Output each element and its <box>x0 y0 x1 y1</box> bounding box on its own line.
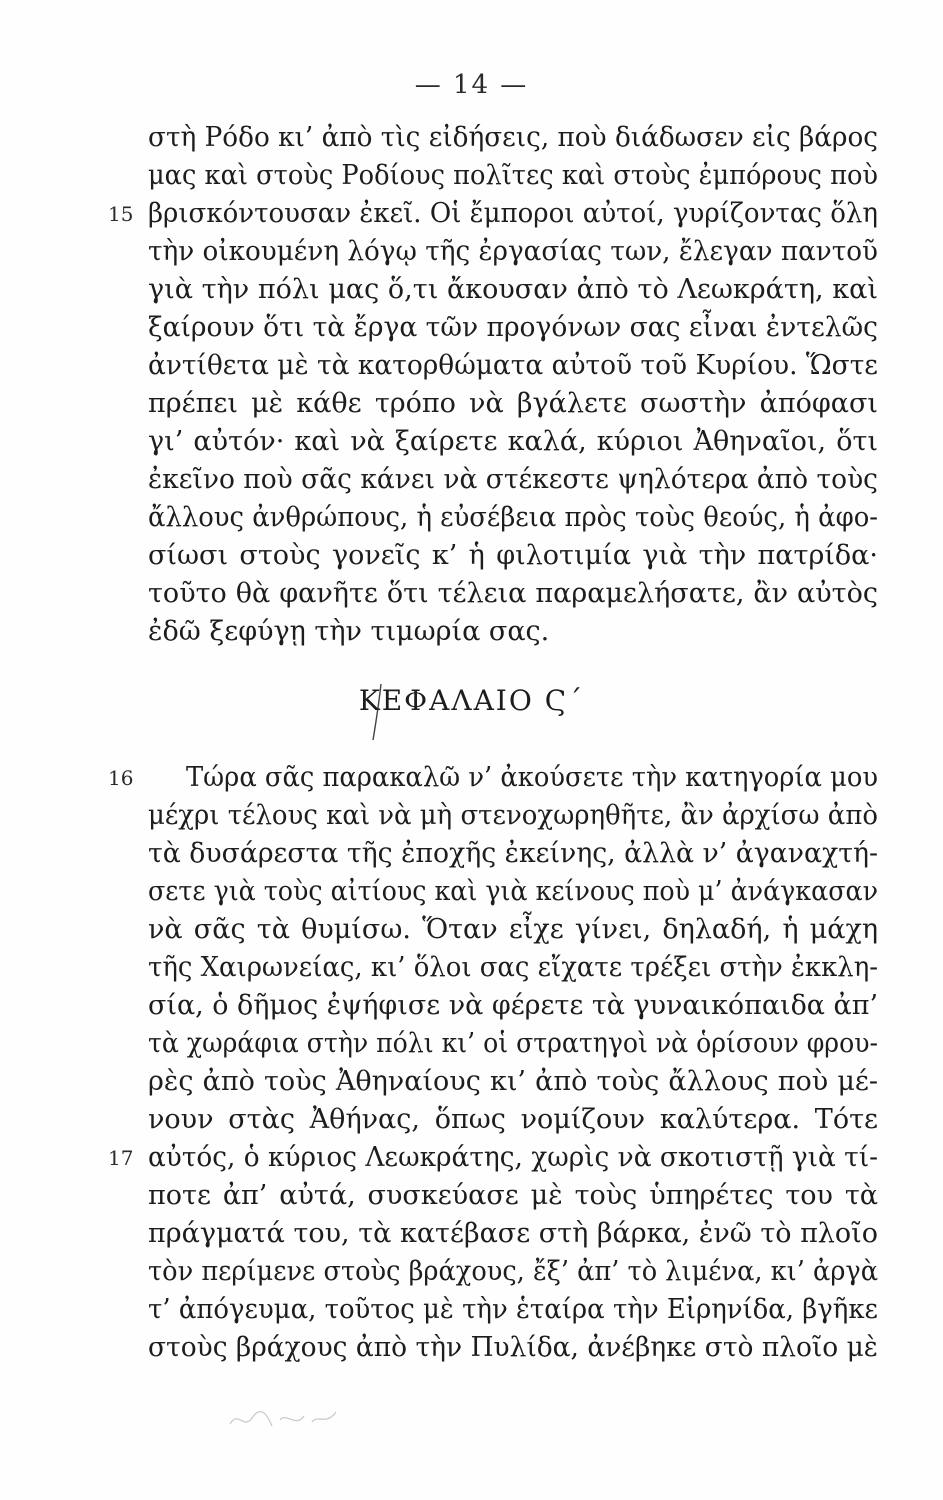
text-line <box>148 233 878 271</box>
margin-line-number: 15 <box>108 202 134 226</box>
line-text: γι’ αὐτόν· καὶ νὰ ξαίρετε καλά, κύριοι Ἀθηναῖοι, ὅτι <box>148 426 878 457</box>
line-text: τοῦτο θὰ φανῆτε ὅτι τέλεια παραμελήσατε, ἂν αὐτὸς <box>148 578 878 609</box>
line-text: νουν στὰς Ἀθήνας, ὅπως νομίζουν καλύτερα. Τότε <box>148 1104 878 1135</box>
margin-line-number: 16 <box>108 766 134 790</box>
line-text: γιὰ τὴν πόλι μας ὅ,τι ἄκουσαν ἀπὸ τὸ Λεωκράτη, καὶ <box>148 274 878 305</box>
page-number: — 14 — <box>414 70 529 100</box>
text-line <box>148 575 878 613</box>
text-line <box>148 1291 878 1329</box>
pencil-scribble-icon <box>226 1400 346 1440</box>
text-line <box>148 1177 878 1215</box>
paragraph-block-top <box>108 119 878 651</box>
line-text: ἀντίθετα μὲ τὰ κατορθώματα αὐτοῦ τοῦ Κυρίου. Ὥστε <box>148 350 878 381</box>
line-text: ξαίρουν ὅτι τὰ ἔργα τῶν προγόνων σας εἶναι ἐντελῶς <box>148 312 878 343</box>
text-line <box>148 613 878 651</box>
text-line <box>148 423 878 461</box>
line-text: στὴ Ρόδο κι’ ἀπὸ τὶς εἰδήσεις, ποὺ διάδωσεν εἰς βάρος <box>148 122 878 153</box>
line-text: ποτε ἀπ’ αὐτά, συσκεύασε μὲ τοὺς ὑπηρέτες του τὰ <box>148 1180 878 1211</box>
text-line <box>148 1063 878 1101</box>
text-line <box>108 195 878 233</box>
line-text: μας καὶ στοὺς Ροδίους πολῖτες καὶ στοὺς ἐμπόρους ποὺ <box>148 160 878 191</box>
line-text: σία, ὁ δῆμος ἐψήφισε νὰ φέρετε τὰ γυναικόπαιδα ἀπ’ <box>148 990 878 1021</box>
line-text: τὰ δυσάρεστα τῆς ἐποχῆς ἐκείνης, ἀλλὰ ν’ ἀγαναχτή- <box>148 838 878 869</box>
line-text: ἐδῶ ξεφύγῃ τὴν τιμωρία σας. <box>148 616 550 647</box>
line-text: νὰ σᾶς τὰ θυμίσω. Ὅταν εἶχε γίνει, δηλαδή, ἡ μάχη <box>148 914 878 945</box>
text-line <box>148 1101 878 1139</box>
margin-line-number: 17 <box>108 1146 134 1170</box>
line-text: πράγματά του, τὰ κατέβασε στὴ βάρκα, ἐνῶ τὸ πλοῖο <box>148 1218 878 1249</box>
text-line <box>148 385 878 423</box>
text-line <box>148 873 878 911</box>
text-line <box>148 949 878 987</box>
line-text: τῆς Χαιρωνείας, κι’ ὅλοι σας εἴχατε τρέξει στὴν ἐκκλη- <box>148 952 878 983</box>
text-line <box>108 1139 878 1177</box>
line-text: ρὲς ἀπὸ τοὺς Ἀθηναίους κι’ ἀπὸ τοὺς ἄλλους ποὺ μέ- <box>148 1066 878 1097</box>
line-text: πρέπει μὲ κάθε τρόπο νὰ βγάλετε σωστὴν ἀπόφασι <box>148 388 878 419</box>
text-line <box>148 347 878 385</box>
text-line <box>148 987 878 1025</box>
paragraph-block-bottom <box>108 759 878 1367</box>
line-text: στοὺς βράχους ἀπὸ τὴν Πυλίδα, ἀνέβηκε στὸ πλοῖο μὲ <box>148 1332 878 1363</box>
line-text: τ’ ἀπόγευμα, τοῦτος μὲ τὴν ἑταίρα τὴν Εἰρηνίδα, βγῆκε <box>148 1294 878 1325</box>
line-text: τὴν οἰκουμένη λόγῳ τῆς ἐργασίας των, ἔλεγαν παντοῦ <box>148 236 878 267</box>
line-text: Τώρα σᾶς παρακαλῶ ν’ ἀκούσετε τὴν κατηγορία μου <box>186 762 878 793</box>
line-text: μέχρι τέλους καὶ νὰ μὴ στενοχωρηθῆτε, ἂν ἀρχίσω ἀπὸ <box>148 800 878 831</box>
text-line <box>148 1025 878 1063</box>
text-line <box>148 1329 878 1367</box>
text-line <box>148 157 878 195</box>
text-line <box>148 835 878 873</box>
text-line <box>148 537 878 575</box>
line-text: ἐκεῖνο ποὺ σᾶς κάνει νὰ στέκεστε ψηλότερα ἀπὸ τοὺς <box>148 464 878 495</box>
chapter-heading: ΚΕΦΑΛΑΙΟ Ϛ΄ <box>358 684 585 717</box>
text-line <box>148 911 878 949</box>
line-text: αὐτός, ὁ κύριος Λεωκράτης, χωρὶς νὰ σκοτιστῇ γιὰ τί- <box>148 1142 878 1173</box>
text-line <box>108 759 878 797</box>
text-line <box>148 499 878 537</box>
text-line <box>148 1253 878 1291</box>
line-text: τὸν περίμενε στοὺς βράχους, ἔξ’ ἀπ’ τὸ λιμένα, κι’ ἀργὰ <box>148 1256 878 1287</box>
text-line <box>148 309 878 347</box>
text-line <box>148 119 878 157</box>
line-text: βρισκόντουσαν ἐκεῖ. Οἱ ἔμποροι αὐτοί, γυρίζοντας ὅλη <box>148 198 878 229</box>
line-text: ἄλλους ἀνθρώπους, ἡ εὐσέβεια πρὸς τοὺς θεούς, ἡ ἀφο- <box>148 502 878 533</box>
text-line <box>148 461 878 499</box>
line-text: τὰ χωράφια στὴν πόλι κι’ οἱ στρατηγοὶ νὰ ὁρίσουν φρου- <box>148 1028 878 1059</box>
text-line <box>148 797 878 835</box>
line-text: σετε γιὰ τοὺς αἰτίους καὶ γιὰ κείνους ποὺ μ’ ἀνάγκασαν <box>148 876 878 907</box>
text-line <box>148 1215 878 1253</box>
text-line <box>148 271 878 309</box>
line-text: σίωσι στοὺς γονεῖς κ’ ἡ φιλοτιμία γιὰ τὴν πατρίδα· <box>148 540 878 571</box>
